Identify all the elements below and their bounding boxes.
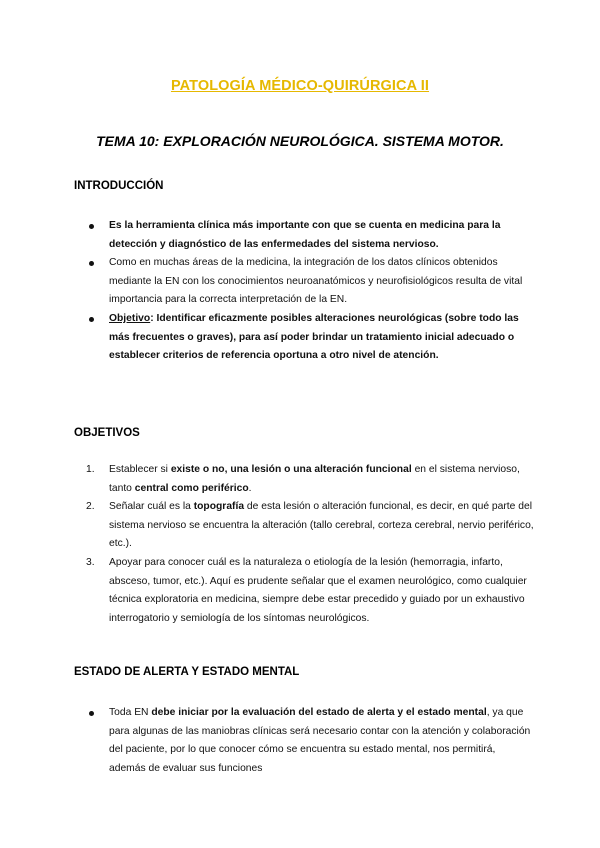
intro-item-2-text: Como en muchas áreas de la medicina, la integración de los datos clínicos obtenidos mediante la EN con los conocimientos neuroanatómicos y neurofisiológicos resulta de vital importancia para la correcta interpretación de la EN. [109,257,523,306]
obj-1-text-e: . [248,482,252,494]
obj-1-text-b: existe o no, una lesión o una alteración funcional [170,464,412,475]
bullet-icon [89,317,94,322]
estado-text-c: , ya que para algunas de las maniobras clínicas será necesario contar con la atención y colaboración del paciente, por lo que conocer cómo se encuentra su estado mental, nos permitirá, además de evaluar sus funciones [109,707,531,774]
obj-2-text-c: de esta lesión o alteración funcional, es decir, en qué parte del sistema nervioso se encuentra la alteración (tallo cerebral, corteza cerebral, nervio periférico, etc.). [109,501,534,550]
bullet-icon [89,711,94,716]
objetivo-label: Objetivo [109,312,151,324]
course-title: PATOLOGÍA MÉDICO-QUIRÚRGICA II [170,78,430,94]
tema-title: TEMA 10: EXPLORACIÓN NEUROLÓGICA. SISTEMA MOTOR. [96,133,504,149]
obj-3-text: Apoyar para conocer cuál es la naturaleza o etiología de la lesión (hemorragia, infarto, absceso, tumor, etc.). Aquí es prudente señalar que el examen neurológico, como cualquier técnica exploratoria en medicina, siempre debe estar precedido y guiado por un exhaustivo interrogatorio y semiología de los síntomas neurológicos. [109,556,527,624]
obj-1-text-c: en el sistema nervioso, tanto [109,464,520,494]
list-item [74,554,534,628]
obj-1-text-a: Establecer si [109,464,171,475]
list-marker: 2. [86,501,95,513]
obj-2-text-b: topografía [193,501,245,513]
list-item [74,310,534,366]
list-item [74,498,534,554]
estado-text-a: Toda EN [109,707,152,718]
objetivos-list [74,461,534,628]
list-item [74,461,534,498]
list-item [74,704,534,778]
list-item [74,217,534,254]
intro-item-1-text: Es la herramienta clínica más importante con que se cuenta en medicina para la detección y diagnóstico de las enfermedades del sistema nervioso. [109,220,501,250]
bullet-icon [89,224,94,229]
introduccion-list [74,217,534,366]
obj-1-text-d: central como periférico [134,482,249,494]
estado-list [74,704,534,778]
section-heading-objetivos: OBJETIVOS [74,427,140,439]
obj-2-text-a: Señalar cuál es la [109,501,194,513]
list-marker: 3. [86,556,95,568]
bullet-icon [89,261,94,266]
list-item [74,254,534,310]
list-marker: 1. [86,464,95,475]
estado-text-b: debe iniciar por la evaluación del estado de alerta y el estado mental [151,707,487,718]
intro-item-3-text: : Identificar eficazmente posibles alteraciones neurológicas (sobre todo las más frecuentes o graves), para así poder brindar un tratamiento inicial adecuado o establecer criterios de referencia oportuna a otro nivel de atención. [109,312,519,362]
section-heading-estado: ESTADO DE ALERTA Y ESTADO MENTAL [74,666,300,678]
section-heading-introduccion: INTRODUCCIÓN [74,180,164,192]
